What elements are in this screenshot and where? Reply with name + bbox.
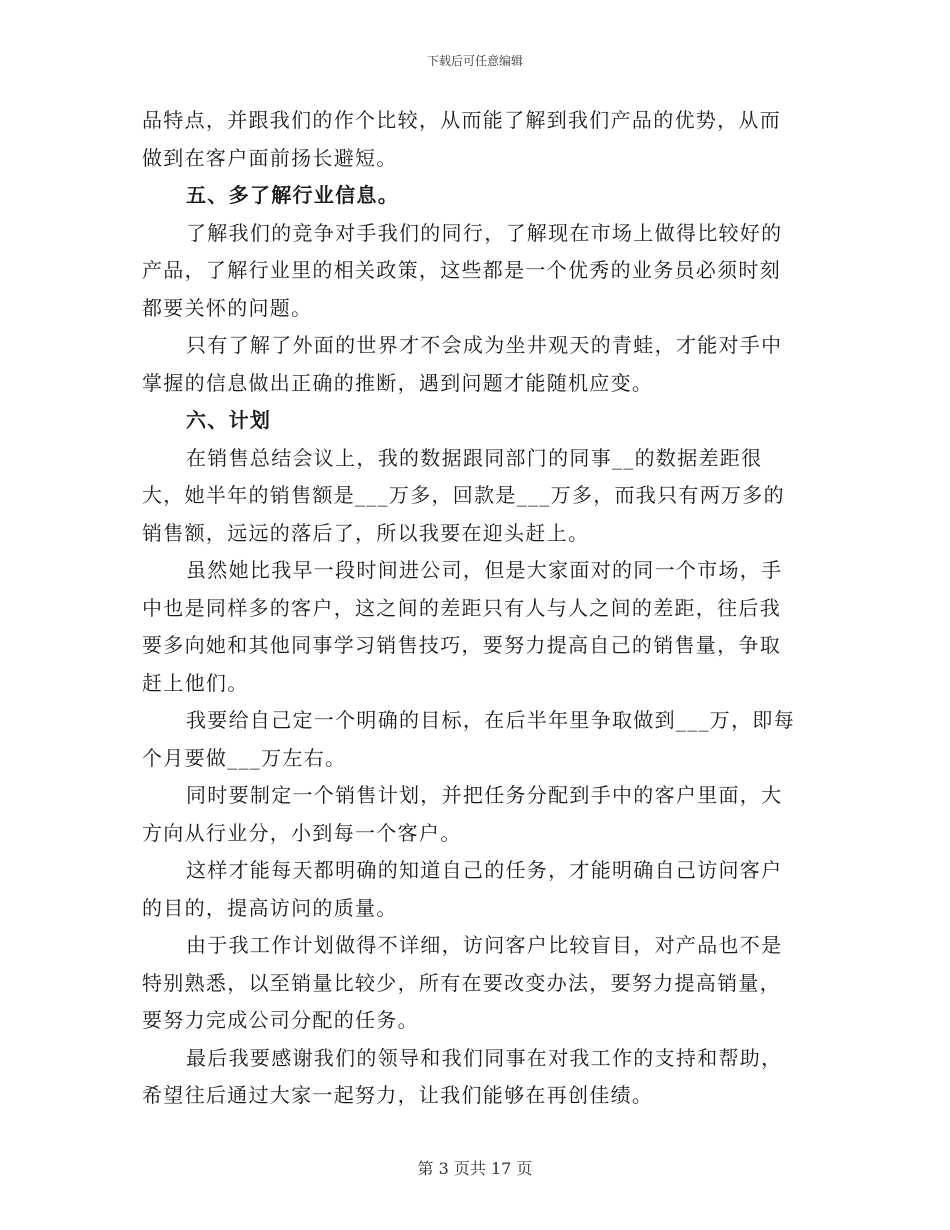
page-footer: 第 3 页共 17 页 <box>417 1159 533 1178</box>
paragraph-sales-meeting: 在销售总结会议上，我的数据跟同部门的同事__的数据差距很大，她半年的销售额是___万多，回款是___万多，而我只有两万多的销售额，远远的落后了，所以我要在迎头赶上。 <box>142 445 785 545</box>
document-body <box>142 102 802 1115</box>
paragraph-product-features: 品特点，并跟我们的作个比较，从而能了解到我们产品的优势，从而做到在客户面前扬长避短。 <box>142 108 781 170</box>
paragraph-outside-world: 只有了解了外面的世界才不会成为坐井观天的青蛙，才能对手中掌握的信息做出正确的推断，遇到问题才能随机应变。 <box>142 333 783 395</box>
paragraph-thanks: 最后我要感谢我们的领导和我们同事在对我工作的支持和帮助，希望往后通过大家一起努力，让我们能够在再创佳绩。 <box>142 1045 783 1107</box>
paragraph-competitors: 了解我们的竞争对手我们的同行，了解现在市场上做得比较好的产品，了解行业里的相关政策，这些都是一个优秀的业务员必须时刻都要关怀的问题。 <box>142 220 783 320</box>
section-heading-plan: 六、计划 <box>186 408 272 432</box>
paragraph-sales-plan: 同时要制定一个销售计划，并把任务分配到手中的客户里面，大方向从行业分，小到每一个客户。 <box>142 783 783 845</box>
paragraph-target: 我要给自己定一个明确的目标，在后半年里争取做到___万，即每个月要做___万左右。 <box>142 708 795 770</box>
page-header: 下载后可任意编辑 <box>426 54 523 68</box>
paragraph-daily-tasks: 这样才能每天都明确的知道自己的任务，才能明确自己访问客户的目的，提高访问的质量。 <box>142 858 783 920</box>
paragraph-learn-from-colleagues: 虽然她比我早一段时间进公司，但是大家面对的同一个市场，手中也是同样多的客户，这之间的差距只有人与人之间的差距，往后我要多向她和其他同事学习销售技巧，要努力提高自己的销售量，争取赶上他们。 <box>142 558 783 695</box>
paragraph-improvement: 由于我工作计划做得不详细，访问客户比较盲目，对产品也不是特别熟悉，以至销量比较少，所有在要改变办法，要努力提高销量，要努力完成公司分配的任务。 <box>142 933 783 1032</box>
section-heading-industry-info: 五、多了解行业信息。 <box>186 183 399 207</box>
